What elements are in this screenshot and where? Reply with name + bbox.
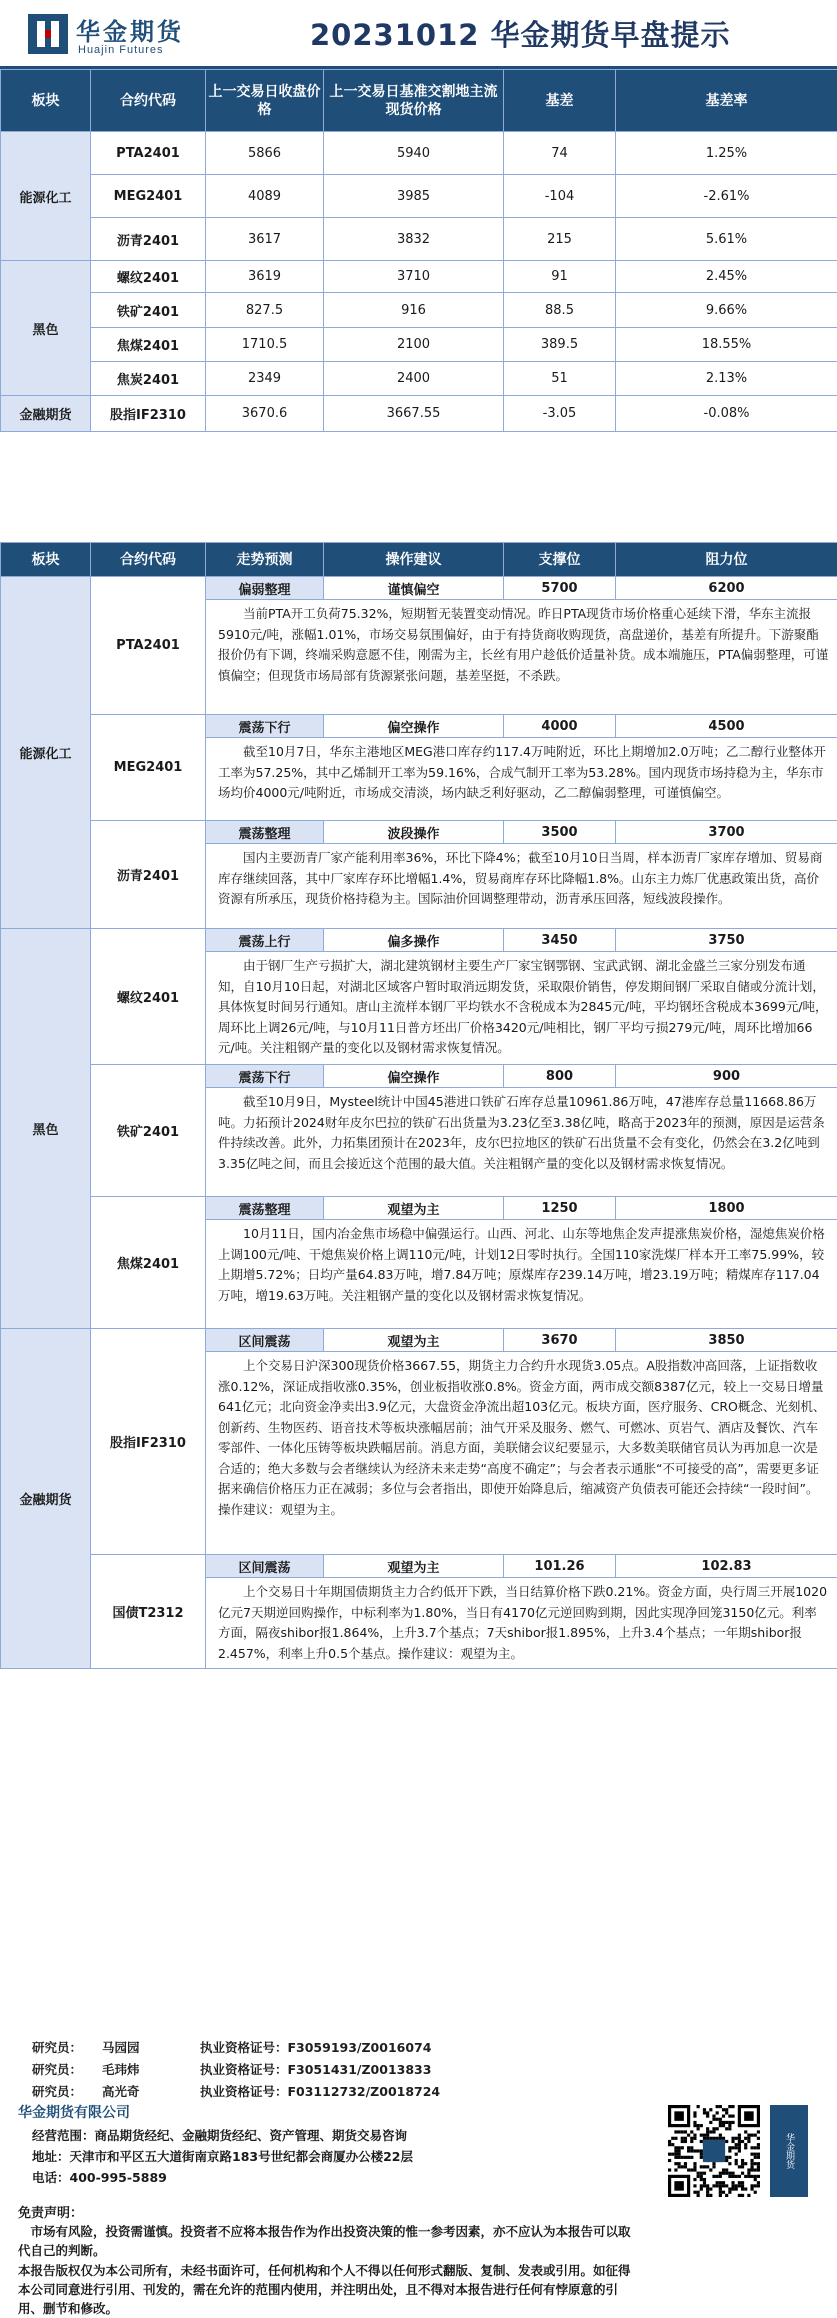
close-price-cell: 3670.6 xyxy=(206,396,324,432)
resistance-cell: 1800 xyxy=(616,1197,837,1220)
column-header: 上一交易日基准交割地主流现货价格 xyxy=(324,70,504,132)
spot-price-cell: 3667.55 xyxy=(324,396,504,432)
sector-cell: 能源化工 xyxy=(1,132,91,261)
resistance-cell: 6200 xyxy=(616,577,837,600)
basis-table xyxy=(0,69,837,432)
analysis-text: 截至10月9日，Mysteel统计中国45港进口铁矿石库存总量10961.86万吨，47港库存总量11668.86万吨。力拓预计2024财年皮尔巴拉的铁矿石出货量为3.23亿至3.38亿吨，略高于2023年的预测，原因是运营条件持续改善。此外，力拓集团预计在2023年，皮尔巴拉地区的铁矿石出货量不会有变化，仍然会在3.2亿吨到3.35亿吨之间，而且会接近这个范围的最大值。关注粗钢产量的变化以及钢材需求恢复情况。 xyxy=(206,1088,837,1197)
trend-cell: 区间震荡 xyxy=(206,1555,324,1578)
resistance-cell: 3850 xyxy=(616,1329,837,1352)
support-cell: 3450 xyxy=(504,929,616,952)
analyst-label: 研究员： xyxy=(32,2082,82,2100)
action-cell: 偏空操作 xyxy=(324,715,504,738)
advice-label-row xyxy=(1,577,837,600)
basis-rate-cell: 9.66% xyxy=(616,293,837,328)
analyst-name: 马园园 xyxy=(102,2038,140,2056)
basis-cell: 389.5 xyxy=(504,328,616,362)
close-price-cell: 5866 xyxy=(206,132,324,175)
basis-row xyxy=(1,132,837,175)
advice-table xyxy=(0,542,837,1669)
basis-row xyxy=(1,261,837,293)
support-cell: 3670 xyxy=(504,1329,616,1352)
contract-code-cell: 铁矿2401 xyxy=(91,293,206,328)
advice-table-header xyxy=(1,543,837,577)
resistance-cell: 900 xyxy=(616,1065,837,1088)
contract-code-cell: PTA2401 xyxy=(91,132,206,175)
contract-code-cell: 焦煤2401 xyxy=(91,328,206,362)
report-title: 20231012 华金期货早盘提示 xyxy=(310,13,731,54)
analyst-cert: 执业资格证号：F3051431/Z0013833 xyxy=(200,2060,431,2078)
analyst-name: 高光奇 xyxy=(102,2082,140,2100)
disclaimer-paragraph: 本报告版权仅为本公司所有，未经书面许可，任何机构和个人不得以任何形式翻版、复制、发表或引用。如征得本公司同意进行引用、刊发的，需在允许的范围内使用，并注明出处，且不得对本报告进行任何有悖原意的引用、删节和修改。 xyxy=(18,2261,638,2318)
action-cell: 偏多操作 xyxy=(324,929,504,952)
spot-price-cell: 916 xyxy=(324,293,504,328)
trend-cell: 震荡整理 xyxy=(206,1197,324,1220)
company-name-cn: 华金期货 xyxy=(76,12,184,47)
close-price-cell: 2349 xyxy=(206,362,324,396)
basis-row xyxy=(1,362,837,396)
basis-cell: 91 xyxy=(504,261,616,293)
company-phone: 电话：400-995-5889 xyxy=(32,2168,167,2186)
close-price-cell: 4089 xyxy=(206,175,324,218)
support-cell: 1250 xyxy=(504,1197,616,1220)
trend-cell: 震荡整理 xyxy=(206,821,324,844)
action-cell: 观望为主 xyxy=(324,1329,504,1352)
analysis-text: 上个交易日沪深300现货价格3667.55，期货主力合约升水现货3.05点。A股指数冲高回落，上证指数收涨0.12%，深证成指收涨0.35%，创业板指收涨0.8%。资金方面，两市成交额8387亿元，较上一交易日增量641亿元；北向资金净卖出3.9亿元，大盘资金净流出超103亿元。板块方面，医疗服务、CRO概念、光刻机、创新药、生物医药、语音技术等板块涨幅居前；油气开采及服务、燃气、可燃冰、页岩气、酒店及餐饮、汽车零部件、一体化压铸等板块跌幅居前。消息方面，美联储会议纪要显示，大多数美联储官员认为再加息一次是合适的；绝大多数与会者继续认为经济未来走势“高度不确定”；与会者表示通胀“不可接受的高”，需要更多证据来确信价格压力正在减弱；多位与会者指出，即使开始降息后，缩减资产负债表可能还会持续“一段时间”。操作建议：观望为主。 xyxy=(206,1352,837,1555)
basis-rate-cell: 2.45% xyxy=(616,261,837,293)
advice-label-row xyxy=(1,1065,837,1088)
sector-cell: 黑色 xyxy=(1,929,91,1329)
analyst-name: 毛玮炜 xyxy=(102,2060,140,2078)
analysis-text: 当前PTA开工负荷75.32%，短期暂无装置变动情况。昨日PTA现货市场价格重心延续下滑，华东主流报5910元/吨，涨幅1.01%，市场交易氛围偏好，由于有持货商收购现货，高盘递价，基差有所提升。下游聚酯报价仍有下调，终端采购意愿不佳，刚需为主，长丝有用户趁低价适量补货。成本端施压，PTA偏弱整理，可谨慎偏空；但现货市场局部有货源紧张问题，基差坚挺，不杀跌。 xyxy=(206,600,837,715)
analysis-text: 国内主要沥青厂家产能利用率36%，环比下降4%；截至10月10日当周，样本沥青厂家库存增加、贸易商库存继续回落，其中厂家库存环比增幅1.4%，贸易商库存环比降幅1.8%。山东主力炼厂优惠政策出货，高价资源有所承压，现货价格持稳为主。国际油价回调整理带动，沥青承压回落，短线波段操作。 xyxy=(206,844,837,929)
advice-label-row xyxy=(1,821,837,844)
column-header: 合约代码 xyxy=(91,543,206,577)
analysis-text: 截至10月7日，华东主港地区MEG港口库存约117.4万吨附近，环比上期增加2.0万吨；乙二醇行业整体开工率为57.25%，其中乙烯制开工率为59.16%，合成气制开工率为53.28%。国内现货市场持稳为主，华东市场均价4000元/吨附近，市场成交清淡，场内缺乏利好驱动，乙二醇偏弱整理，可谨慎偏空。 xyxy=(206,738,837,821)
spot-price-cell: 3710 xyxy=(324,261,504,293)
advice-label-row xyxy=(1,1555,837,1578)
analyst-cert: 执业资格证号：F03112732/Z0018724 xyxy=(200,2082,440,2100)
action-cell: 观望为主 xyxy=(324,1197,504,1220)
analyst-label: 研究员： xyxy=(32,2038,82,2056)
qr-side-label: 华金期货 xyxy=(770,2105,808,2197)
column-header: 操作建议 xyxy=(324,543,504,577)
action-cell: 波段操作 xyxy=(324,821,504,844)
basis-rate-cell: 1.25% xyxy=(616,132,837,175)
basis-rate-cell: 18.55% xyxy=(616,328,837,362)
contract-code-cell: 沥青2401 xyxy=(91,218,206,261)
basis-table-header xyxy=(1,70,837,132)
advice-label-row xyxy=(1,1197,837,1220)
contract-code-cell: 螺纹2401 xyxy=(91,929,206,1065)
action-cell: 偏空操作 xyxy=(324,1065,504,1088)
contract-code-cell: 国债T2312 xyxy=(91,1555,206,1669)
support-cell: 101.26 xyxy=(504,1555,616,1578)
sector-cell: 能源化工 xyxy=(1,577,91,929)
company-address: 地址：天津市和平区五大道街南京路183号世纪都会商厦办公楼22层 xyxy=(32,2147,413,2165)
contract-code-cell: MEG2401 xyxy=(91,715,206,821)
basis-row xyxy=(1,218,837,261)
spot-price-cell: 5940 xyxy=(324,132,504,175)
analyst-cert: 执业资格证号：F3059193/Z0016074 xyxy=(200,2038,431,2056)
contract-code-cell: PTA2401 xyxy=(91,577,206,715)
close-price-cell: 1710.5 xyxy=(206,328,324,362)
contract-code-cell: MEG2401 xyxy=(91,175,206,218)
resistance-cell: 102.83 xyxy=(616,1555,837,1578)
trend-cell: 区间震荡 xyxy=(206,1329,324,1352)
contract-code-cell: 焦炭2401 xyxy=(91,362,206,396)
column-header: 基差 xyxy=(504,70,616,132)
column-header: 走势预测 xyxy=(206,543,324,577)
trend-cell: 偏弱整理 xyxy=(206,577,324,600)
support-cell: 5700 xyxy=(504,577,616,600)
column-header: 板块 xyxy=(1,70,91,132)
resistance-cell: 4500 xyxy=(616,715,837,738)
support-cell: 3500 xyxy=(504,821,616,844)
sector-cell: 黑色 xyxy=(1,261,91,396)
qr-code xyxy=(668,2105,760,2197)
spot-price-cell: 3832 xyxy=(324,218,504,261)
disclaimer-title: 免责声明： xyxy=(18,2202,83,2221)
contract-code-cell: 焦煤2401 xyxy=(91,1197,206,1329)
contract-code-cell: 股指IF2310 xyxy=(91,396,206,432)
basis-cell: 74 xyxy=(504,132,616,175)
support-cell: 4000 xyxy=(504,715,616,738)
company-name-en: Huajin Futures xyxy=(78,44,164,56)
disclaimer-paragraph: 市场有风险，投资需谨慎。投资者不应将本报告作为作出投资决策的惟一参考因素，亦不应认为本报告可以取代自己的判断。 xyxy=(18,2222,638,2260)
contract-code-cell: 股指IF2310 xyxy=(91,1329,206,1555)
basis-cell: 88.5 xyxy=(504,293,616,328)
trend-cell: 震荡下行 xyxy=(206,1065,324,1088)
basis-rate-cell: -2.61% xyxy=(616,175,837,218)
analysis-text: 上个交易日十年期国债期货主力合约低开下跌，当日结算价格下跌0.21%。资金方面，央行周三开展1020亿元7天期逆回购操作，中标利率为1.80%，当日有4170亿元逆回购到期，因此实现净回笼3150亿元。利率方面，隔夜shibor报1.864%，上升3.7个基点；7天shibor报1.895%，上升3.4个基点；一年期shibor报2.457%，利率上升0.5个基点。操作建议：观望为主。 xyxy=(206,1578,837,1669)
footer-company-name: 华金期货有限公司 xyxy=(18,2102,130,2122)
column-header: 阻力位 xyxy=(616,543,837,577)
close-price-cell: 827.5 xyxy=(206,293,324,328)
sector-cell: 金融期货 xyxy=(1,396,91,432)
contract-code-cell: 螺纹2401 xyxy=(91,261,206,293)
advice-label-row xyxy=(1,929,837,952)
action-cell: 谨慎偏空 xyxy=(324,577,504,600)
basis-rate-cell: 5.61% xyxy=(616,218,837,261)
column-header: 支撑位 xyxy=(504,543,616,577)
basis-cell: 51 xyxy=(504,362,616,396)
report-footer xyxy=(0,2030,837,2300)
basis-cell: -104 xyxy=(504,175,616,218)
company-logo xyxy=(28,14,68,54)
report-header xyxy=(0,0,837,69)
basis-row xyxy=(1,175,837,218)
column-header: 板块 xyxy=(1,543,91,577)
basis-rate-cell: -0.08% xyxy=(616,396,837,432)
analysis-text: 由于钢厂生产亏损扩大，湖北建筑钢材主要生产厂家宝钢鄂钢、宝武武钢、湖北金盛兰三家分别发布通知，自10月10日起，对湖北区域客户暂时取消远期发货，采取限价销售，停发期间钢厂采取自储或分流计划，具体恢复时间另行通知。唐山主流样本钢厂平均铁水不含税成本为2845元/吨，平均钢坯含税成本3699元/吨，周环比上调26元/吨，与10月11日普方坯出厂价格3420元/吨相比，钢厂平均亏损279元/吨，周环比增加66元/吨。关注粗钢产量的变化以及钢材需求恢复情况。 xyxy=(206,952,837,1065)
column-header: 上一交易日收盘价格 xyxy=(206,70,324,132)
basis-cell: -3.05 xyxy=(504,396,616,432)
spot-price-cell: 2100 xyxy=(324,328,504,362)
close-price-cell: 3619 xyxy=(206,261,324,293)
resistance-cell: 3700 xyxy=(616,821,837,844)
contract-code-cell: 沥青2401 xyxy=(91,821,206,929)
advice-label-row xyxy=(1,715,837,738)
action-cell: 观望为主 xyxy=(324,1555,504,1578)
contract-code-cell: 铁矿2401 xyxy=(91,1065,206,1197)
column-header: 合约代码 xyxy=(91,70,206,132)
advice-label-row xyxy=(1,1329,837,1352)
resistance-cell: 3750 xyxy=(616,929,837,952)
basis-rate-cell: 2.13% xyxy=(616,362,837,396)
basis-row xyxy=(1,328,837,362)
support-cell: 800 xyxy=(504,1065,616,1088)
close-price-cell: 3617 xyxy=(206,218,324,261)
sector-cell: 金融期货 xyxy=(1,1329,91,1669)
spot-price-cell: 3985 xyxy=(324,175,504,218)
analyst-label: 研究员： xyxy=(32,2060,82,2078)
basis-row xyxy=(1,396,837,432)
analysis-text: 10月11日，国内冶金焦市场稳中偏强运行。山西、河北、山东等地焦企发声提涨焦炭价格，湿熄焦炭价格上调100元/吨、干熄焦炭价格上调110元/吨，计划12日零时执行。全国110家洗煤厂样本开工率75.99%，较上期增5.72%；日均产量64.83万吨，增7.84万吨；原煤库存239.14万吨，增23.19万吨；精煤库存117.04万吨，增19.63万吨。关注粗钢产量的变化以及钢材需求恢复情况。 xyxy=(206,1220,837,1329)
basis-cell: 215 xyxy=(504,218,616,261)
trend-cell: 震荡上行 xyxy=(206,929,324,952)
spot-price-cell: 2400 xyxy=(324,362,504,396)
basis-row xyxy=(1,293,837,328)
trend-cell: 震荡下行 xyxy=(206,715,324,738)
column-header: 基差率 xyxy=(616,70,837,132)
business-scope: 经营范围：商品期货经纪、金融期货经纪、资产管理、期货交易咨询 xyxy=(32,2126,407,2144)
